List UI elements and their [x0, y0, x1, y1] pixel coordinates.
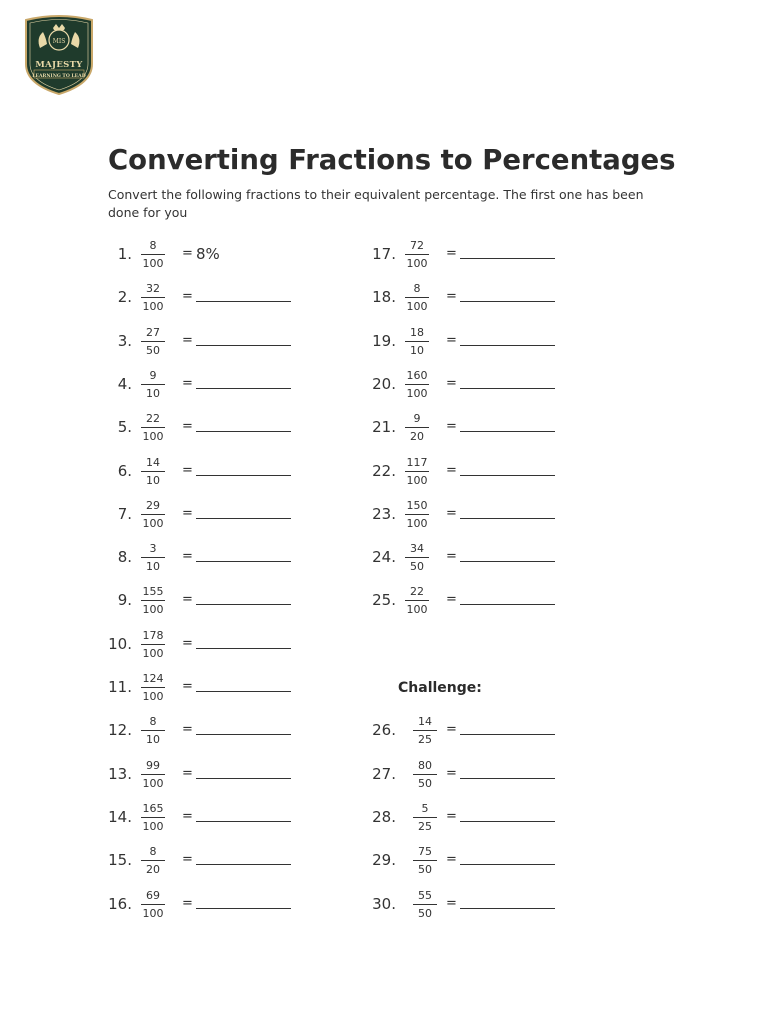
answer-blank[interactable] — [196, 648, 291, 649]
fraction — [136, 888, 170, 921]
fraction-bar — [141, 687, 165, 688]
question-item — [106, 758, 296, 794]
question-item — [106, 368, 296, 404]
fraction-denominator: 100 — [406, 474, 428, 487]
answer-blank[interactable] — [196, 561, 291, 562]
question-item — [106, 411, 296, 447]
fraction-bar — [141, 600, 165, 601]
fraction-numerator: 34 — [410, 542, 424, 555]
fraction-numerator: 5 — [421, 802, 429, 815]
question-item — [370, 801, 560, 837]
fraction — [136, 671, 170, 704]
fraction-denominator: 10 — [146, 474, 160, 487]
question-item — [106, 628, 296, 664]
question-number: 12. — [108, 721, 132, 739]
equals-sign: = — [182, 376, 193, 391]
answer-blank[interactable] — [460, 345, 555, 346]
question-item — [370, 541, 560, 577]
question-number: 1. — [117, 245, 132, 263]
fraction-denominator: 100 — [142, 777, 164, 790]
question-item — [106, 325, 296, 361]
equals-sign: = — [182, 333, 193, 348]
answer-blank[interactable] — [460, 864, 555, 865]
fraction-denominator: 100 — [142, 257, 164, 270]
answer-blank[interactable] — [460, 431, 555, 432]
logo-motto: LEARNING TO LEAD — [32, 74, 86, 79]
fraction — [136, 714, 170, 747]
question-item — [370, 455, 560, 491]
question-item — [106, 281, 296, 317]
fraction-bar — [141, 297, 165, 298]
fraction-denominator: 50 — [146, 344, 160, 357]
fraction-bar — [413, 774, 437, 775]
question-number: 15. — [108, 851, 132, 869]
question-number: 3. — [117, 332, 132, 350]
fraction-numerator: 150 — [406, 499, 428, 512]
answer-blank[interactable] — [460, 561, 555, 562]
fraction — [136, 325, 170, 358]
fraction-denominator: 25 — [418, 733, 432, 746]
fraction-numerator: 14 — [418, 715, 432, 728]
question-item — [106, 541, 296, 577]
question-item — [370, 714, 560, 750]
fraction-bar — [405, 341, 429, 342]
question-number: 6. — [117, 462, 132, 480]
fraction-numerator: 160 — [406, 369, 428, 382]
question-item — [370, 844, 560, 880]
fraction — [136, 411, 170, 444]
fraction-numerator: 117 — [406, 456, 428, 469]
fraction-bar — [141, 471, 165, 472]
question-number: 26. — [372, 721, 396, 739]
question-number: 11. — [108, 678, 132, 696]
equals-sign: = — [446, 246, 457, 261]
fraction-bar — [141, 774, 165, 775]
question-number: 16. — [108, 895, 132, 913]
question-number: 30. — [372, 895, 396, 913]
fraction-denominator: 100 — [142, 647, 164, 660]
question-item — [370, 758, 560, 794]
fraction-bar — [141, 514, 165, 515]
fraction-bar — [413, 817, 437, 818]
fraction-bar — [141, 904, 165, 905]
fraction-numerator: 8 — [149, 239, 157, 252]
fraction-bar — [405, 600, 429, 601]
fraction-denominator: 10 — [410, 344, 424, 357]
question-item — [106, 888, 296, 924]
equals-sign: = — [182, 549, 193, 564]
fraction-bar — [141, 860, 165, 861]
school-logo — [22, 14, 96, 96]
question-number: 29. — [372, 851, 396, 869]
fraction-denominator: 20 — [146, 863, 160, 876]
question-number: 4. — [117, 375, 132, 393]
fraction — [136, 844, 170, 877]
equals-sign: = — [446, 289, 457, 304]
answer-blank[interactable] — [460, 388, 555, 389]
fraction — [400, 325, 434, 358]
question-number: 7. — [117, 505, 132, 523]
fraction-denominator: 100 — [406, 257, 428, 270]
fraction-numerator: 27 — [146, 326, 160, 339]
question-item — [106, 671, 296, 707]
equals-sign: = — [182, 636, 193, 651]
question-number: 22. — [372, 462, 396, 480]
fraction-denominator: 20 — [410, 430, 424, 443]
fraction — [400, 498, 434, 531]
fraction-bar — [141, 557, 165, 558]
fraction-numerator: 32 — [146, 282, 160, 295]
fraction — [408, 758, 442, 791]
fraction-denominator: 100 — [406, 300, 428, 313]
fraction — [408, 714, 442, 747]
fraction-numerator: 18 — [410, 326, 424, 339]
fraction — [400, 368, 434, 401]
fraction — [400, 584, 434, 617]
fraction-bar — [405, 254, 429, 255]
fraction-denominator: 10 — [146, 733, 160, 746]
fraction-denominator: 100 — [142, 430, 164, 443]
fraction-denominator: 50 — [410, 560, 424, 573]
equals-sign: = — [182, 722, 193, 737]
fraction-bar — [405, 514, 429, 515]
fraction-numerator: 69 — [146, 889, 160, 902]
fraction-denominator: 10 — [146, 560, 160, 573]
answer-blank[interactable] — [196, 301, 291, 302]
fraction — [136, 541, 170, 574]
question-item — [370, 281, 560, 317]
answer-blank[interactable] — [196, 431, 291, 432]
fraction — [400, 238, 434, 271]
question-item — [106, 498, 296, 534]
question-number: 19. — [372, 332, 396, 350]
equals-sign: = — [182, 463, 193, 478]
fraction — [136, 238, 170, 271]
fraction-bar — [405, 471, 429, 472]
equals-sign: = — [446, 809, 457, 824]
question-number: 28. — [372, 808, 396, 826]
fraction-bar — [141, 254, 165, 255]
equals-sign: = — [446, 722, 457, 737]
fraction-numerator: 22 — [146, 412, 160, 425]
fraction-denominator: 10 — [146, 387, 160, 400]
fraction-denominator: 50 — [418, 863, 432, 876]
fraction — [408, 844, 442, 877]
question-item — [370, 238, 560, 274]
fraction-denominator: 100 — [406, 387, 428, 400]
fraction — [136, 628, 170, 661]
fraction-numerator: 72 — [410, 239, 424, 252]
fraction-denominator: 25 — [418, 820, 432, 833]
fraction-bar — [141, 341, 165, 342]
fraction-denominator: 100 — [406, 517, 428, 530]
equals-sign: = — [182, 592, 193, 607]
fraction-numerator: 9 — [149, 369, 157, 382]
answer-blank[interactable] — [460, 518, 555, 519]
fraction-numerator: 75 — [418, 845, 432, 858]
question-number: 2. — [117, 288, 132, 306]
fraction-numerator: 99 — [146, 759, 160, 772]
fraction-denominator: 50 — [418, 907, 432, 920]
answer-blank[interactable] — [196, 604, 291, 605]
fraction-numerator: 155 — [142, 585, 164, 598]
fraction-bar — [141, 730, 165, 731]
answer-blank[interactable] — [196, 908, 291, 909]
fraction — [136, 455, 170, 488]
question-item — [370, 888, 560, 924]
fraction — [136, 801, 170, 834]
equals-sign: = — [182, 419, 193, 434]
emblem-initials: MIS — [52, 38, 66, 45]
fraction-denominator: 100 — [142, 820, 164, 833]
equals-sign: = — [182, 852, 193, 867]
fraction-bar — [413, 904, 437, 905]
answer-blank[interactable] — [460, 734, 555, 735]
equals-sign: = — [446, 333, 457, 348]
fraction-numerator: 178 — [142, 629, 164, 642]
answer-blank[interactable] — [196, 778, 291, 779]
question-number: 17. — [372, 245, 396, 263]
fraction — [400, 281, 434, 314]
fraction-bar — [141, 817, 165, 818]
fraction-bar — [405, 557, 429, 558]
question-item — [370, 584, 560, 620]
challenge-heading: Challenge: — [398, 680, 482, 696]
question-item — [370, 498, 560, 534]
fraction-denominator: 50 — [418, 777, 432, 790]
fraction-numerator: 29 — [146, 499, 160, 512]
answer-blank[interactable] — [196, 691, 291, 692]
equals-sign: = — [182, 679, 193, 694]
answer-blank[interactable] — [460, 778, 555, 779]
equals-sign: = — [446, 506, 457, 521]
question-item — [106, 801, 296, 837]
question-item — [106, 584, 296, 620]
fraction — [400, 541, 434, 574]
question-item — [370, 368, 560, 404]
fraction-bar — [141, 384, 165, 385]
equals-sign: = — [446, 463, 457, 478]
fraction-numerator: 8 — [149, 845, 157, 858]
answer-blank[interactable] — [196, 345, 291, 346]
fraction-denominator: 100 — [142, 603, 164, 616]
fraction-numerator: 3 — [149, 542, 157, 555]
fraction — [136, 281, 170, 314]
question-number: 21. — [372, 418, 396, 436]
fraction-numerator: 55 — [418, 889, 432, 902]
equals-sign: = — [182, 246, 193, 261]
fraction-denominator: 100 — [406, 603, 428, 616]
equals-sign: = — [446, 896, 457, 911]
answer-blank[interactable] — [196, 518, 291, 519]
example-answer: 8% — [196, 245, 220, 263]
fraction-numerator: 80 — [418, 759, 432, 772]
question-item — [106, 844, 296, 880]
question-item — [370, 411, 560, 447]
answer-blank[interactable] — [196, 734, 291, 735]
question-number: 9. — [117, 591, 132, 609]
equals-sign: = — [446, 549, 457, 564]
answer-blank[interactable] — [196, 821, 291, 822]
fraction-numerator: 8 — [413, 282, 421, 295]
fraction-bar — [413, 860, 437, 861]
question-number: 23. — [372, 505, 396, 523]
logo-name: MAJESTY — [35, 60, 83, 70]
fraction-numerator: 8 — [149, 715, 157, 728]
fraction — [400, 411, 434, 444]
answer-blank[interactable] — [196, 864, 291, 865]
answer-blank[interactable] — [196, 388, 291, 389]
question-item — [106, 455, 296, 491]
fraction-numerator: 22 — [410, 585, 424, 598]
question-number: 27. — [372, 765, 396, 783]
equals-sign: = — [182, 809, 193, 824]
shield-emblem-icon — [22, 14, 96, 96]
fraction — [136, 758, 170, 791]
question-number: 24. — [372, 548, 396, 566]
equals-sign: = — [446, 419, 457, 434]
instructions: Convert the following fractions to their equivalent percentage. The first one has been done for you — [108, 187, 644, 220]
fraction — [136, 584, 170, 617]
answer-blank[interactable] — [460, 604, 555, 605]
page-title: Converting Fractions to Percentages — [108, 144, 676, 176]
question-item — [106, 238, 296, 274]
equals-sign: = — [182, 289, 193, 304]
question-number: 10. — [108, 635, 132, 653]
question-number: 8. — [117, 548, 132, 566]
fraction-numerator: 124 — [142, 672, 164, 685]
fraction-numerator: 165 — [142, 802, 164, 815]
question-number: 20. — [372, 375, 396, 393]
fraction-bar — [141, 644, 165, 645]
fraction — [408, 888, 442, 921]
fraction — [408, 801, 442, 834]
fraction-denominator: 100 — [142, 300, 164, 313]
answer-blank[interactable] — [460, 301, 555, 302]
fraction-numerator: 9 — [413, 412, 421, 425]
equals-sign: = — [182, 766, 193, 781]
question-number: 18. — [372, 288, 396, 306]
fraction-denominator: 100 — [142, 517, 164, 530]
question-number: 25. — [372, 591, 396, 609]
answer-blank[interactable] — [460, 475, 555, 476]
fraction-denominator: 100 — [142, 690, 164, 703]
fraction — [136, 498, 170, 531]
question-number: 5. — [117, 418, 132, 436]
question-item — [106, 714, 296, 750]
answer-blank[interactable] — [460, 908, 555, 909]
fraction-numerator: 14 — [146, 456, 160, 469]
equals-sign: = — [446, 766, 457, 781]
fraction-bar — [405, 297, 429, 298]
fraction — [136, 368, 170, 401]
answer-blank[interactable] — [196, 475, 291, 476]
equals-sign: = — [446, 852, 457, 867]
fraction-bar — [413, 730, 437, 731]
answer-blank[interactable] — [460, 258, 555, 259]
question-item — [370, 325, 560, 361]
fraction-bar — [405, 427, 429, 428]
equals-sign: = — [182, 506, 193, 521]
fraction — [400, 455, 434, 488]
equals-sign: = — [446, 376, 457, 391]
fraction-bar — [405, 384, 429, 385]
question-number: 14. — [108, 808, 132, 826]
question-number: 13. — [108, 765, 132, 783]
fraction-bar — [141, 427, 165, 428]
fraction-denominator: 100 — [142, 907, 164, 920]
equals-sign: = — [446, 592, 457, 607]
answer-blank[interactable] — [460, 821, 555, 822]
equals-sign: = — [182, 896, 193, 911]
